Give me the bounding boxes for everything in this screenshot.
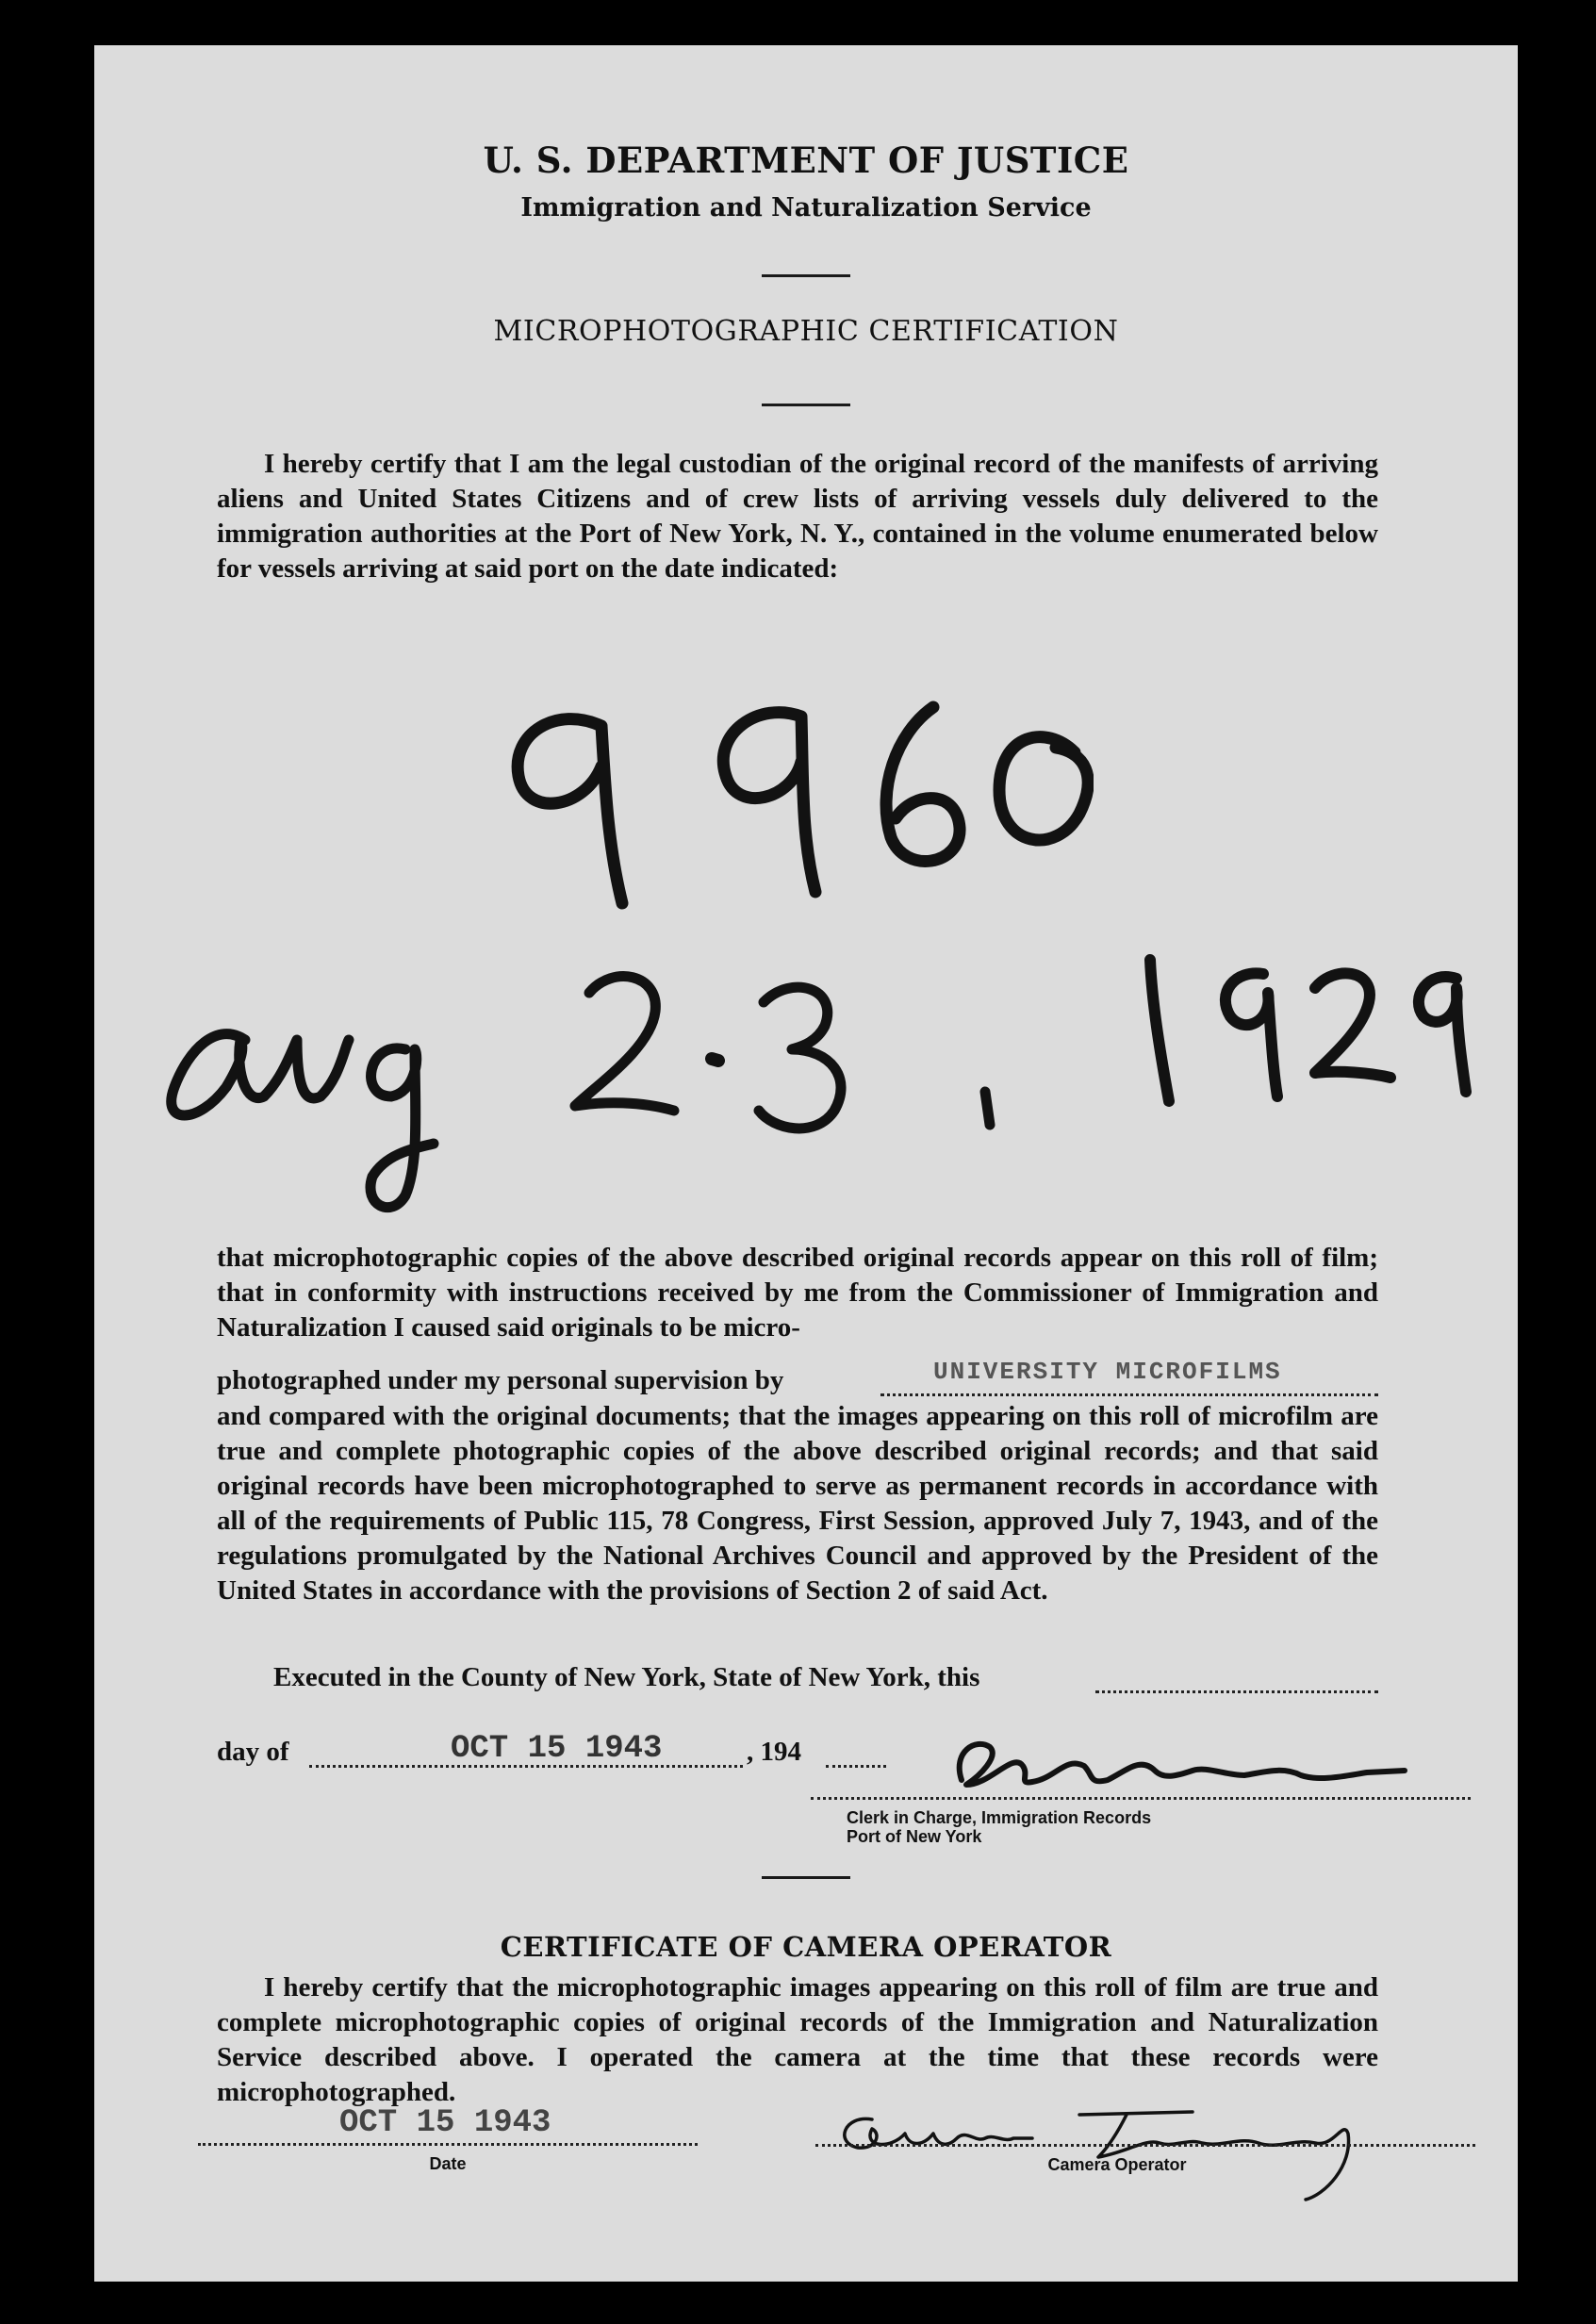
intro-paragraph: I hereby certify that I am the legal custodian of the original record of the manifests of arriving aliens and United States Citizens and of crew lists of arriving vessels duly delivered to the immigration authorities at the Port of New York, N. Y., contained in the volume enumerated below for vessels arriving at said port on the date indicated: — [217, 449, 1378, 584]
date-dotted-line — [198, 2143, 698, 2146]
operator-signature-block: Camera Operator — [815, 2091, 1475, 2233]
date-stamp: OCT 15 1943 — [451, 1731, 663, 1767]
executed-dotted-line — [1095, 1690, 1378, 1693]
operator-signature — [815, 2091, 1456, 2204]
certificate-page — [94, 45, 1518, 2282]
camera-certificate-paragraph: I hereby certify that the microphotographic images appearing on this roll of film are true and complete microphotographic copies of original records of the Immigration and Naturalization Service described above. I operated the camera at the time that these records were microphotographed. — [217, 1972, 1378, 2107]
supervision-line — [217, 1358, 1378, 1403]
handwritten-volume-number — [490, 649, 1094, 922]
executed-line: Executed in the County of New York, State of New York, this — [273, 1662, 1378, 1700]
divider — [762, 1876, 850, 1879]
supervision-label: photographed under my personal supervision by — [217, 1365, 784, 1395]
department-title: U. S. DEPARTMENT OF JUSTICE — [483, 140, 1129, 181]
clerk-signature — [924, 1733, 1414, 1799]
operator-signature-line — [815, 2144, 1475, 2147]
day-of-line: day of OCT 15 1943 , 194 — [217, 1733, 896, 1774]
divider — [762, 404, 850, 406]
handwritten-date — [132, 936, 1489, 1228]
body-paragraph-1: that microphotographic copies of the above described original records appear on this roll of film; that in conformity with instructions received by me from the Commissioner of Immigration and Naturalization I caused said originals to be micro- — [217, 1243, 1378, 1343]
body-paragraph-2: and compared with the original documents; that the images appearing on this roll of microfilm are true and complete photographic copies of the above described original records; and that said original records have been microphotographed to serve as permanent records in accordance with all of the requirements of Public 115, 78 Congress, First Session, approved July 7, 1943, and of the regulations promulgated by the National Archives Council and approved by the President of the United States in accordance with the provisions of Section 2 of said Act. — [217, 1401, 1378, 1606]
clerk-signature-line — [811, 1797, 1471, 1800]
date-signature-block: OCT 15 1943 Date — [198, 2105, 698, 2200]
divider — [762, 274, 850, 277]
date-stamp: OCT 15 1943 — [339, 2105, 551, 2141]
section-title: MICROPHOTOGRAPHIC CERTIFICATION — [493, 315, 1119, 348]
clerk-signature-block: Clerk in Charge, Immigration Records Port of New York — [811, 1733, 1471, 1893]
supervision-dotted-line — [880, 1393, 1378, 1396]
camera-certificate-title: CERTIFICATE OF CAMERA OPERATOR — [500, 1931, 1112, 1963]
company-stamp: UNIVERSITY MICROFILMS — [933, 1358, 1282, 1386]
service-subtitle: Immigration and Naturalization Service — [520, 193, 1092, 223]
